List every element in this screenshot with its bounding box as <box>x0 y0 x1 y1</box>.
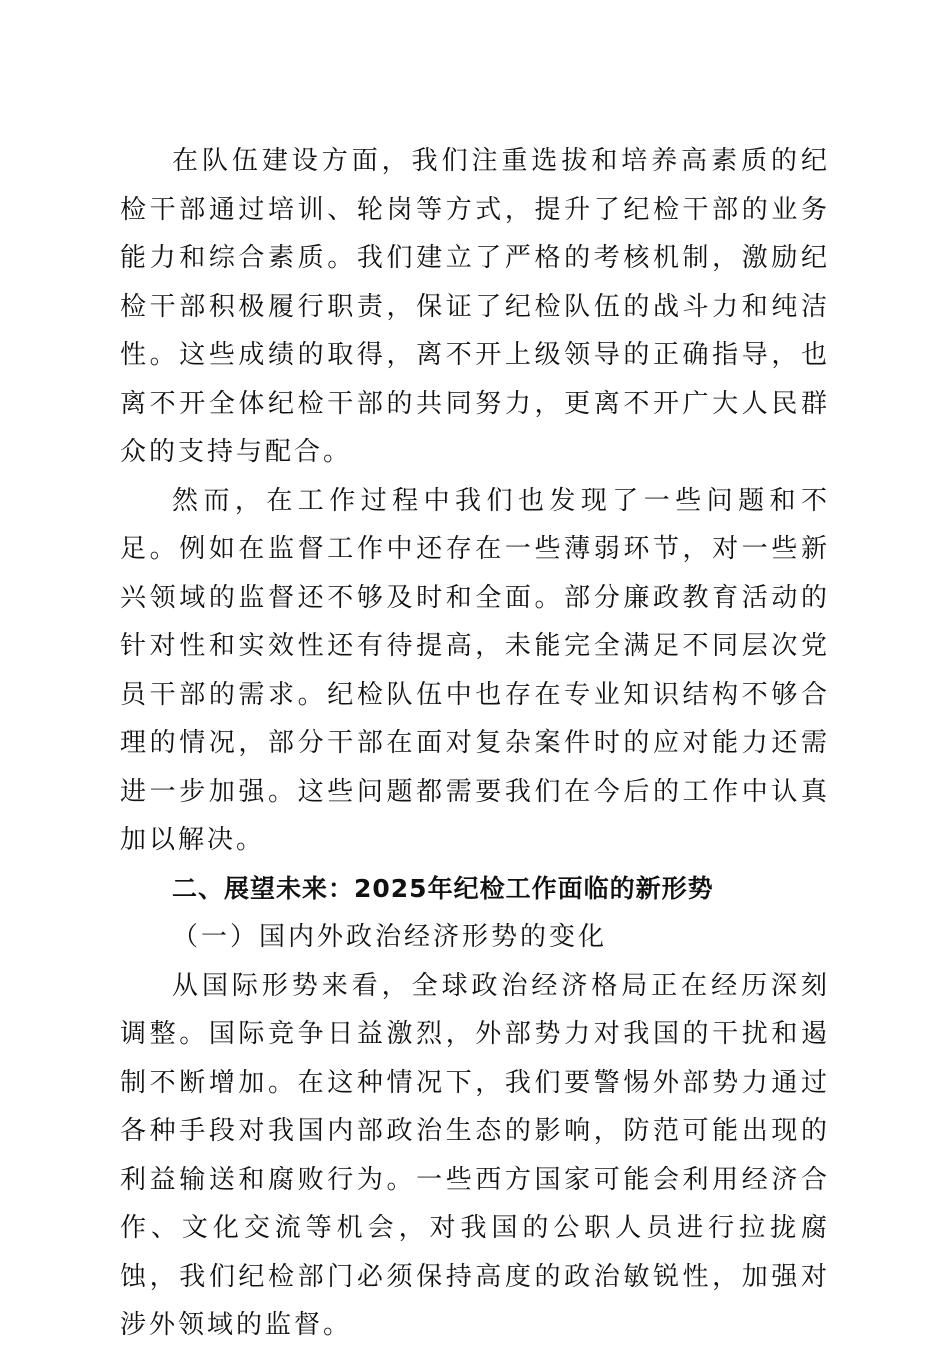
paragraph-international-situation: 从国际形势来看，全球政治经济格局正在经历深刻调整。国际竞争日益激烈，外部势力对我国的干扰和遏制不断增加。在这种情况下，我们要警惕外部势力通过各种手段对我国内部政治生态的影响，防范可能出现的利益输送和腐败行为。一些西方国家可能会利用经济合作、文化交流等机会，对我国的公职人员进行拉拢腐蚀，我们纪检部门必须保持高度的政治敏锐性，加强对涉外领域的监督。 <box>120 970 830 1340</box>
document-body <box>120 137 830 1350</box>
paragraph-team-building: 在队伍建设方面，我们注重选拔和培养高素质的纪检干部通过培训、轮岗等方式，提升了纪检干部的业务能力和综合素质。我们建立了严格的考核机制，激励纪检干部积极履行职责，保证了纪检队伍的战斗力和纯洁性。这些成绩的取得，离不开上级领导的正确指导，也离不开全体纪检干部的共同努力，更离不开广大人民群众的支持与配合。 <box>120 146 830 467</box>
subsection-heading: （一）国内外政治经济形势的变化 <box>172 922 608 952</box>
paragraph-problems: 然而，在工作过程中我们也发现了一些问题和不足。例如在监督工作中还存在一些薄弱环节，对一些新兴领域的监督还不够及时和全面。部分廉政教育活动的针对性和实效性还有待提高，未能完全满足不同层次党员干部的需求。纪检队伍中也存在专业知识结构不够合理的情况，部分干部在面对复杂案件时的应对能力还需进一步加强。这些问题都需要我们在今后的工作中认真加以解决。 <box>120 485 830 855</box>
section-heading: 二、展望未来：2025年纪检工作面临的新形势 <box>172 873 714 903</box>
